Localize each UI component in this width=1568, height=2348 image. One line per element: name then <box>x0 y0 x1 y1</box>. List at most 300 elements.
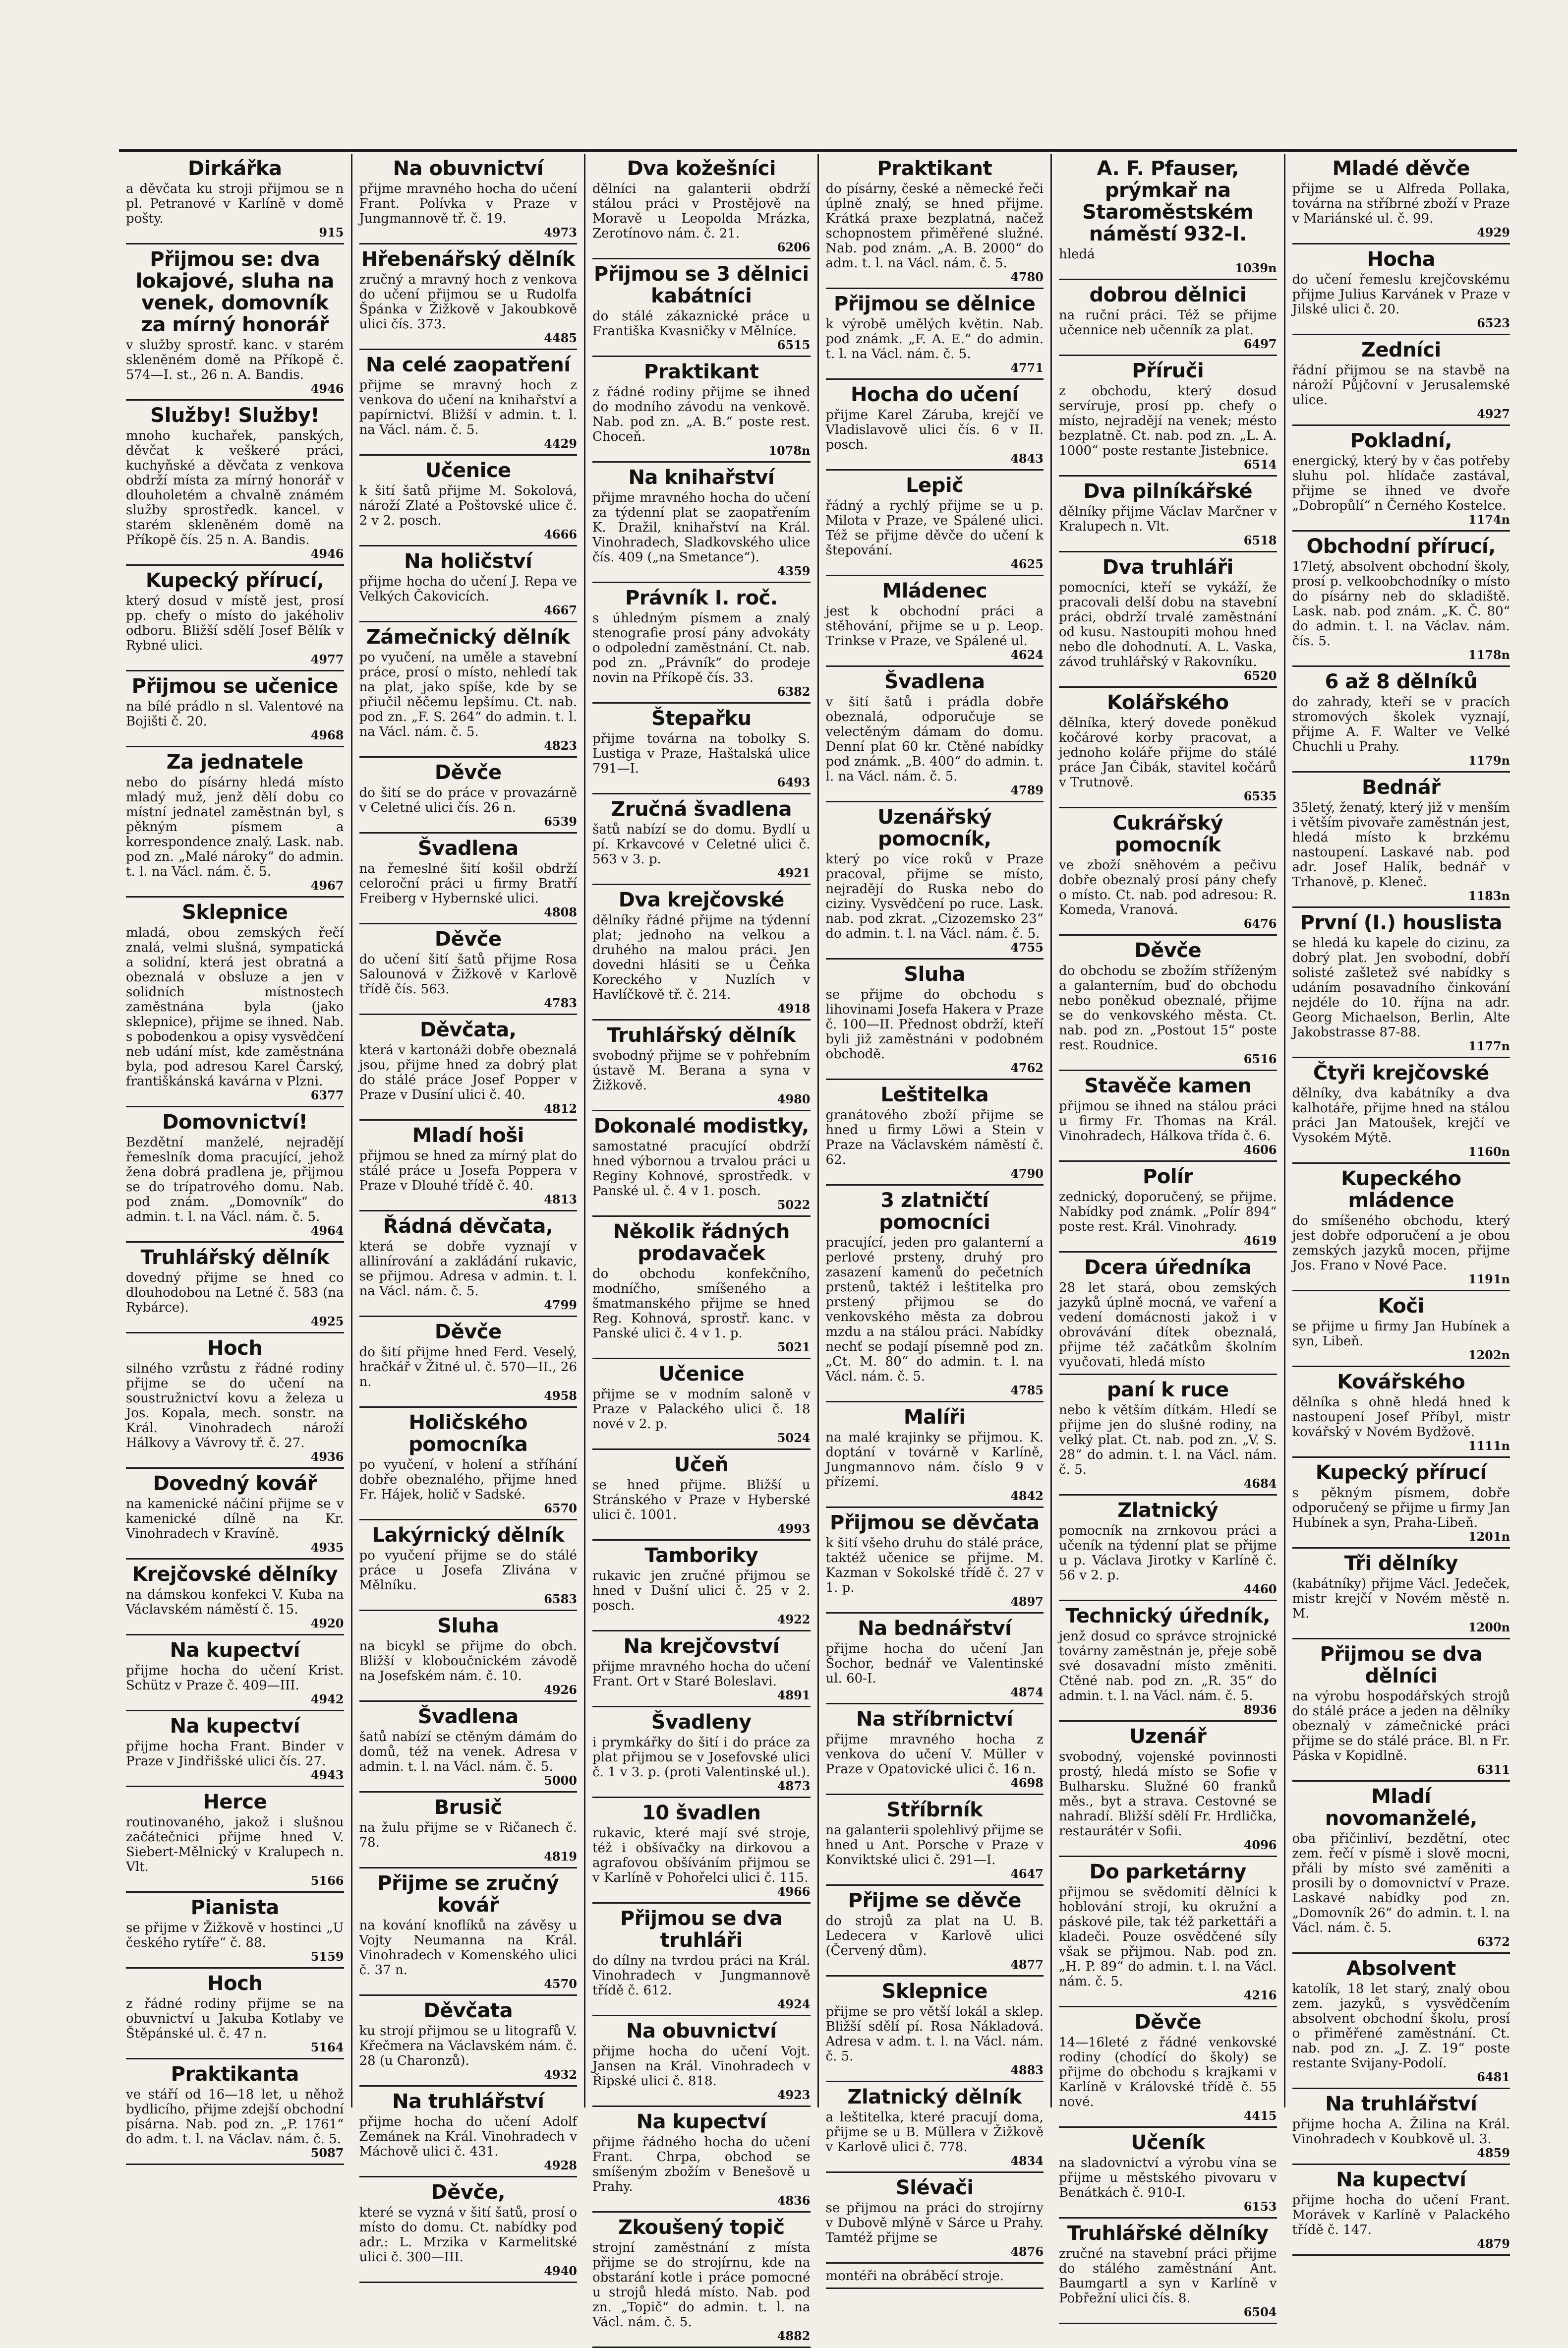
ad-body: dělníky přijme Václav Marčner v Kralupech n. Vlt. <box>1059 504 1277 534</box>
ad-heading: Mládenec <box>882 580 987 602</box>
classified-ad <box>1292 908 1510 1058</box>
ad-number: 4943 <box>310 1768 344 1782</box>
ad-body: do učení šití šatů přijme Rosa Salounová v Žižkově v Karlově třídě čís. 563. <box>359 952 577 997</box>
ad-heading: 10 švadlen <box>642 1802 761 1824</box>
classified-ad <box>126 1787 344 1893</box>
ad-body: dovedný přijme se hned co dlouhodobou na Letné č. 583 (na Rybárce). <box>126 1270 344 1315</box>
ad-body: samostatné pracující obdrží hned výbornou a trvalou práci u Reginy Kohnové, sprostředk. v Panské ul. č. 4 v 1. posch. <box>592 1139 811 1199</box>
ad-number: 4780 <box>1010 270 1044 284</box>
ad-heading: Sklepnice <box>881 1980 987 2003</box>
ad-body: dělníka s ohně hledá hned k nastoupení Josef Příbyl, mistr kovářský v Novém Bydžově. <box>1292 1395 1510 1440</box>
ad-number: 4920 <box>310 1616 344 1630</box>
ad-heading: Čtyři krejčovské <box>1313 1062 1489 1084</box>
classified-ad <box>359 546 578 622</box>
ad-body: rukavic, které mají své stroje, též i obšívačky na dirkovou a agrafovou obšíváním přijmou se v Karlíně v Pohořelci ulici č. 115. <box>592 1826 811 1885</box>
ad-heading: Domovnictví! <box>162 1111 308 1134</box>
ad-number: 4619 <box>1243 1233 1277 1248</box>
ad-number: 4964 <box>310 1223 344 1238</box>
ad-body: řádní přijmou se na stavbě na nároží Půjčovní v Jerusalemské ulice. <box>1292 363 1510 408</box>
ad-heading: Učenice <box>658 1363 745 1385</box>
ad-number: 4980 <box>777 1092 811 1106</box>
ad-heading: Truhlářský dělník <box>140 1246 329 1269</box>
ad-number: 4993 <box>777 1521 811 1536</box>
ad-number: 4891 <box>777 1688 811 1702</box>
classified-ad <box>1059 1375 1277 1496</box>
classified-ad <box>359 1996 578 2087</box>
ad-number: 4684 <box>1243 1476 1277 1491</box>
classified-ad <box>592 1359 811 1450</box>
ad-number: 4923 <box>777 2088 811 2102</box>
ad-body: hledá <box>1059 247 1095 262</box>
ad-body: dělníky, dva kabátníky a dva kalhotáře, přijme hned na stálou práci Jan Matoušek, krejčí ve Vysokém Mýtě. <box>1292 1086 1510 1145</box>
ad-heading: Přijmou se dělnice <box>834 293 1036 315</box>
classified-ad <box>592 357 811 463</box>
ad-heading: Praktikanta <box>171 2063 299 2086</box>
classified-ad <box>592 1217 811 1359</box>
ad-heading: Na kupectví <box>1336 2168 1466 2191</box>
classified-ad <box>592 1541 811 1631</box>
ad-heading: Děvčata, <box>420 1019 517 1041</box>
classified-ad <box>592 2016 811 2107</box>
classified-ad <box>826 1795 1044 1886</box>
ad-body: přijme řádného hocha do učení Frant. Chrpa, obchod se smíšeným zbožím v Benešově u Prahy. <box>592 2135 811 2194</box>
ad-number: 1174n <box>1468 512 1510 527</box>
ad-heading: Na krejčovství <box>623 1635 780 1658</box>
classified-ad <box>826 289 1044 380</box>
ad-heading: Štepařku <box>651 707 752 730</box>
ad-body: na ruční práci. Též se přijme učennice neb učenník za plat. <box>1059 308 1277 338</box>
classified-ad <box>592 1707 811 1798</box>
ad-body: (kabátníky) přijme Václ. Jedeček, mistr krejčí v Novém městě n. M. <box>1292 1576 1510 1621</box>
ad-heading: Tamboriky <box>644 1544 758 1567</box>
ad-heading: Služby! Služby! <box>150 404 320 427</box>
ad-number: 4973 <box>544 225 577 240</box>
classified-ad <box>826 667 1044 802</box>
ad-number: 6583 <box>544 1592 577 1606</box>
ad-number: 6539 <box>544 814 577 829</box>
ad-heading: Hřebenářský dělník <box>361 248 575 271</box>
classified-ad <box>126 1469 344 1560</box>
ad-body: montéři na obráběcí stroje. <box>825 2269 1004 2284</box>
ad-number: 4698 <box>1010 1776 1044 1790</box>
classified-ad <box>592 259 811 357</box>
classified-ad <box>826 1508 1044 1614</box>
ad-number: 4667 <box>544 603 577 617</box>
ad-heading: Dirkářka <box>187 157 282 180</box>
ad-heading: Švadleny <box>651 1711 752 1734</box>
ad-number: 4925 <box>310 1314 344 1328</box>
classified-ad <box>1292 1058 1510 1164</box>
ad-number: 1039n <box>1235 261 1277 275</box>
ad-body: s pěkným písmem, dobře odporučený se přijme u firmy Jan Hubínek a syn, Praha-Libeň. <box>1292 1486 1510 1530</box>
ad-body: z řádné rodiny přijme se na obuvnictví u Jakuba Kotlaby ve Štěpánské ul. č. 47 n. <box>126 1996 344 2041</box>
ad-number: 4666 <box>544 527 577 542</box>
ad-body: s úhledným písmem a znalý stenografie prosí pány advokáty o odpolední zaměstnání. Ct. nab. pod zn. „Právník“ do prodeje novin na Příkopě čís. 33. <box>592 611 811 685</box>
ad-heading: Přijme se děvče <box>848 1889 1021 1912</box>
ad-number: 4762 <box>1010 1061 1044 1075</box>
ad-heading: Na truhlářství <box>392 2090 544 2113</box>
classified-ad <box>592 794 811 885</box>
ad-body: routinovaného, jakož i slušnou začátečnici přijme hned V. Siebert-Mělnický v Kralupech n. Vlt. <box>126 1815 344 1874</box>
classified-ad <box>592 704 811 794</box>
ad-body: na bicykl se přijme do obch. Bližší v kloboučnickém závodě na Josefském nám. č. 10. <box>359 1639 577 1684</box>
classified-ad <box>1059 2219 1277 2324</box>
classified-ad <box>1292 1164 1510 1291</box>
classified-ad <box>826 1614 1044 1704</box>
ad-body: svobodný přijme se v pohřebním ústavě M. Berana a syna v Žižkově. <box>592 1048 811 1093</box>
classified-ad <box>126 566 344 671</box>
column-2 <box>351 154 584 2278</box>
ad-heading: Na knihařství <box>628 466 775 489</box>
ad-body: na výrobu hospodářských strojů do stálé práce a jeden na dělníky obeznalý v zámečnické práci přijme se do stálé práce. Bl. n Fr. Páska v Kopidlně. <box>1292 1689 1510 1763</box>
ad-number: 6493 <box>777 775 811 789</box>
classified-ad <box>126 1969 344 2059</box>
ad-heading: Kupeckého mládence <box>1341 1167 1461 1212</box>
ad-body: jest k obchodní práci a stěhování, přijme se u p. Leop. Trinkse v Praze, ve Spálené ul. <box>825 604 1044 649</box>
ad-body: svobodný, vojenské povinnosti prostý, hledá místo se Sofie v Bulharsku. Služné 60 franků měs., byt a strava. Cestovné se nahradí. Bližší sdělí Fr. Hrdlička, restaurátér v Sofii. <box>1059 1749 1277 1839</box>
ad-body: strojní zaměstnání z místa přijme se do strojírnu, kde na obstarání kotle i práce pomocné u strojů hledá místo. Nab. pod zn. „Topič“ do admin. t. l. na Václ. nám. č. 5. <box>592 2240 811 2330</box>
ad-heading: Přijmou se učenice <box>131 675 338 698</box>
ad-heading: Polír <box>1143 1165 1193 1188</box>
ad-body: jenž dosud co správce strojnické továrny zaměstnán je, přeje sobě své dosavadní místo změniti. Ctěné nab. pod zn. „R. 35“ do admin. t. l. na Václ. nám. č. 5. <box>1059 1629 1277 1703</box>
ad-body: v šití šatů i prádla dobře obeznalá, odporučuje se velectěným dámam do domu. Denní plat 60 kr. Ctěné nabídky pod známk. „B. 400“ do admin. t. l. na Václ. nám. č. 5. <box>825 695 1044 784</box>
ad-number: 4606 <box>1243 1143 1277 1157</box>
classified-ad <box>1292 773 1510 908</box>
ad-heading: Mladé děvče <box>1332 157 1470 180</box>
ad-body: na sladovnictví a výrobu vína se přijme u městského pivovaru v Benátkách č. 910-I. <box>1059 2156 1277 2200</box>
classified-ad <box>1059 1162 1277 1253</box>
ad-number: 4968 <box>310 728 344 742</box>
ad-heading: Stavěče kamen <box>1084 1075 1252 1097</box>
ad-number: 4783 <box>544 996 577 1010</box>
ad-heading: Zlatnický dělník <box>847 2086 1022 2108</box>
ad-body: do stálé zákaznické práce u Františka Kvasničky v Mělníce. <box>592 309 811 339</box>
ad-heading: Několik řádných prodavaček <box>613 1220 790 1265</box>
ad-number: 6382 <box>777 684 811 699</box>
ad-heading: Přijmou se děvčata <box>829 1511 1040 1534</box>
ad-number: 4789 <box>1010 783 1044 797</box>
classified-ad <box>126 1107 344 1243</box>
classified-ad <box>126 747 344 898</box>
ad-heading: A. F. Pfauser, prýmkař na Staroměstském náměstí 932-I. <box>1082 157 1254 245</box>
column-6 <box>1284 154 1517 2251</box>
ad-number: 5164 <box>310 2040 344 2054</box>
classified-ad <box>592 583 811 704</box>
ad-number: 4460 <box>1243 1582 1277 1596</box>
ad-body: mnoho kuchařek, panských, děvčat k veškeré práci, kuchyňské a děvčata z venkova obdrží místa za mírný honorář v dlouholetém a chvalně známém služby sprostředk. kancel. v starém skleněném domě na Příkopě čís. 25 n. A. Bandis. <box>126 428 344 547</box>
ad-body: dělníka, který dovede poněkud kočárové korby pracovat, a jednoho koláře přijme do stálé práce Jan Čibák, stavitel kočárů v Trutnově. <box>1059 716 1277 790</box>
classified-ad <box>1292 1367 1510 1458</box>
ad-number: 4967 <box>310 878 344 893</box>
classified-ad <box>592 1904 811 2016</box>
ad-body: v služby sprostř. kanc. v starém skleněném domě na Příkopě č. 574—I. st., 26 n. A. Bandis. <box>126 338 344 382</box>
ad-heading: Na stříbrnictví <box>856 1708 1013 1731</box>
ad-body: energický, který by v čas potřeby sluhu pol. hlídače zastával, přijme se ihned ve dvoře „Dobropůlí“ n Černého Kostelce. <box>1292 454 1510 513</box>
ad-number: 4859 <box>1477 2146 1510 2160</box>
ad-body: se hned přijme. Bližší u Stránského v Praze v Hyberské ulici č. 1001. <box>592 1478 811 1522</box>
ad-heading: Uzenář <box>1129 1725 1207 1748</box>
ad-heading: Bednář <box>1362 776 1441 799</box>
ad-number: 5000 <box>544 1773 577 1788</box>
ad-heading: Kovářského <box>1337 1371 1465 1393</box>
ad-number: 4415 <box>1243 2108 1277 2123</box>
ad-number: 4790 <box>1010 1166 1044 1181</box>
classified-ad <box>1292 1639 1510 1782</box>
ad-body: Bezdětní manželé, nejradějí řemeslník doma pracující, jehož žena dobrá pradlena je, přijmou se do trípatrového domu. Nab. pod znám. „Domovník“ do admin. t. l. na Václ. nám. č. 5. <box>126 1135 344 1224</box>
classified-ad <box>126 1711 344 1787</box>
ad-body: do šití se do práce v provazárně v Celetné ulici čís. 26 n. <box>359 785 577 815</box>
ad-number: 1177n <box>1468 1039 1510 1053</box>
ad-heading: Dva pilníkářské <box>1083 480 1253 503</box>
ad-heading: Na celé zaopatření <box>365 354 571 376</box>
top-rule <box>119 149 1517 152</box>
ad-number: 4843 <box>1010 451 1044 466</box>
ad-heading: Dcera úředníka <box>1084 1256 1252 1279</box>
classified-ad <box>126 401 344 566</box>
ad-number: 4883 <box>1010 2063 1044 2077</box>
ad-heading: paní k ruce <box>1106 1379 1229 1401</box>
ad-body: přijme hocha A. Žilina na Král. Vinohradech v Koubkově ul. 3. <box>1292 2117 1510 2147</box>
classified-ad <box>126 1635 344 1711</box>
classified-ad <box>359 244 578 350</box>
ad-body: do obchodu se zbožím stříženým a galanterním, buď do obchodu nebo poněkud obeznalé, přijme se do venkovského města. Ct. nab. pod zn. „Postout 15“ poste rest. Roudnice. <box>1059 963 1277 1053</box>
ad-heading: První (I.) houslista <box>1300 911 1502 934</box>
ad-body: ku strojí přijmou se u litografů V. Křečmera na Václavském nám. č. 28 (u Charonzů). <box>359 2024 577 2068</box>
ad-number: 4977 <box>310 652 344 666</box>
ad-body: mladá, obou zemských řečí znalá, velmi slušná, sympatická a solidní, která jest obratná a obeznalá v obsluze a jen v solidních místnostech zaměstnána byla (jako sklepnice), přijme se ihned. Nab. s pobodenkou a opisy vysvědčení neb udání míst, kde zaměstnána byla, pod adresou Karel Čarský, františkánská kavárna v Plzni. <box>126 925 344 1089</box>
ad-body: do smíšeného obchodu, který jest dobře odporučení a je obou zemských jazyků mocen, přijme Jos. Frano v Nové Pace. <box>1292 1213 1510 1273</box>
ad-heading: Dokonalé modistky, <box>593 1115 809 1138</box>
classified-ad <box>826 2082 1044 2173</box>
ad-number: 4946 <box>310 381 344 396</box>
ad-body: přijme továrna na tobolky S. Lustiga v Praze, Haštalská ulice 791—I. <box>592 731 811 776</box>
classified-ad <box>1059 688 1277 808</box>
ad-heading: Mladí hoši <box>412 1124 524 1147</box>
ad-heading: Švadlena <box>417 837 519 860</box>
ad-body: oba přičinliví, bezdětní, otec zem. řečí v písmě i slově mocni, přáli by místo své zaměniti a prosili by o domovnictví v Praze. Laskavé nabídky pod zn. „Domovník 26“ do admin. t. l. na Václ. nám. č. 5. <box>1292 1831 1510 1935</box>
ad-body: k výrobě umělých květin. Nab. pod známk. „F. A. E.“ do admin. t. l. na Václ. nám. č. 5. <box>825 317 1044 361</box>
ad-number: 1178n <box>1468 648 1510 662</box>
ad-number: 4823 <box>544 738 577 753</box>
ad-number: 5087 <box>310 2146 344 2160</box>
ad-body: na dámskou konfekci V. Kuba na Václavském náměstí č. 15. <box>126 1587 344 1617</box>
classified-ad <box>1292 426 1510 532</box>
classified-ad <box>359 1611 578 1702</box>
ad-body: přijme Karel Záruba, krejčí ve Vladislavově ulici čís. 6 v II. posch. <box>825 408 1044 452</box>
ad-body: do učení řemeslu krejčovskému přijme Julius Karvánek v Praze v Jilské ulici č. 20. <box>1292 272 1510 317</box>
ad-body: přijme mravného hocha do učení Frant. Polívka v Praze v Jungmannově tř. č. 19. <box>359 181 577 226</box>
ad-number: 6518 <box>1243 533 1277 547</box>
classified-ad <box>592 463 811 583</box>
ad-heading: Kupecký přírucí <box>1315 1461 1487 1484</box>
ad-number: 4926 <box>544 1683 577 1697</box>
classified-ad <box>826 1080 1044 1186</box>
ad-body: na malé krajinky se přijmou. K. doptání v továrně v Karlíně, Jungmannovo nám. číslo 9 v přízemí. <box>825 1430 1044 1490</box>
ad-number: 4819 <box>544 1849 577 1864</box>
classified-ad <box>359 1408 578 1520</box>
ad-body: přijme se v modním saloně v Praze v Palackého ulici č. 18 nové v 2. p. <box>592 1387 811 1432</box>
classified-ad <box>826 802 1044 960</box>
ad-number: 6523 <box>1477 316 1510 330</box>
classified-ad <box>359 1520 578 1611</box>
classified-ad <box>359 1702 578 1793</box>
ad-heading: Přijmou se dva truhláři <box>620 1907 783 1952</box>
classified-ad <box>359 1793 578 1868</box>
classified-ad <box>826 576 1044 667</box>
ad-heading: Na kupectví <box>636 2110 766 2133</box>
classified-ad <box>1059 477 1277 552</box>
ad-body: přijme se u Alfreda Pollaka, továrna na stříbrné zboží v Praze v Mariánské ul. č. 99. <box>1292 181 1510 226</box>
ad-number: 4877 <box>1010 1957 1044 1972</box>
ad-number: 4096 <box>1243 1838 1277 1852</box>
ad-body: se hledá ku kapele do cizinu, za dobrý plat. Jen svobodní, dobří solisté zašletež své nabídky s udáním posavadního činkování nejdéle do 10. října na adr. Georg Michaelson, Berlin, Alte Jakobstrasse 87-88. <box>1292 936 1510 1040</box>
ad-number: 1202n <box>1468 1348 1510 1362</box>
column-4 <box>817 154 1051 2284</box>
ad-heading: Dovedný kovář <box>153 1472 317 1495</box>
ad-heading: Zlatnický <box>1117 1499 1219 1522</box>
ad-body: řádný a rychlý přijme se u p. Milota v Praze, ve Spálené ulici. Též se přijme děvče do učení k štepování. <box>825 498 1044 558</box>
ad-body: která se dobře vyznají v allinírování a zakládání rukavic, se přijmou. Adresa v admin. t. l. na Václ. nám. č. 5. <box>359 1239 577 1299</box>
ad-body: přijme hocha Frant. Binder v Praze v Jindřišské ulici čís. 27. <box>126 1739 344 1769</box>
ad-number: 6520 <box>1243 668 1277 683</box>
ad-number: 6504 <box>1243 2305 1277 2319</box>
ad-body: k šití šatů přijme M. Sokolová, nároží Zlaté a Poštovské ulice č. 2 v 2. posch. <box>359 483 577 528</box>
ad-heading: Cukrářský pomocník <box>1112 812 1223 856</box>
classified-ad <box>359 1121 578 1211</box>
ad-number: 4935 <box>310 1540 344 1555</box>
ad-body: do zahrady, kteří se v pracích stromových školek vyznají, přijme A. F. Walter ve Velké Chuchli u Prahy. <box>1292 695 1510 754</box>
ad-heading: Na kupectví <box>170 1715 300 1738</box>
classified-ad <box>1292 667 1510 773</box>
classified-ad <box>359 1317 578 1408</box>
ad-heading: Na truhlářství <box>1325 2093 1477 2115</box>
classified-ad <box>359 1015 578 1121</box>
ad-body: 35letý, ženatý, který již v menším i větším pivovaře zaměstnán jest, hledá místo k brzkému nastoupení. Laskavé nab. pod adr. Josef Halík, bednář v Trhanově, p. Kleneč. <box>1292 800 1510 890</box>
ad-number: 4876 <box>1010 2244 1044 2259</box>
ad-heading: Děvče <box>1134 939 1202 962</box>
column-3 <box>584 154 817 2343</box>
classified-ad <box>1059 2007 1277 2128</box>
ad-heading: Přijme se zručný kovář <box>377 1872 559 1917</box>
ad-body: přijme mravného hocha z venkova do učení V. Müller v Praze v Opatovické ulici č. 16 n. <box>825 1732 1044 1777</box>
ad-heading: Řádná děvčata, <box>383 1215 553 1238</box>
ad-body: z řádné rodiny přijme se ihned do modního závodu na venkově. Nab. pod zn. „A. B.“ poste rest. Choceň. <box>592 385 811 444</box>
ad-number: 4928 <box>544 2158 577 2172</box>
ad-heading: Přijmou se 3 dělnici kabátníci <box>593 263 809 307</box>
ad-body: 17letý, absolvent obchodní školy, prosí p. velkoobchodníky o místo do písárny neb do skladiště. Lask. nab. pod znám. „K. Č. 80“ do admin. t. l. na Václav. nám. čís. 5. <box>1292 559 1510 649</box>
ad-number: 4834 <box>1010 2154 1044 2168</box>
classified-ad <box>1059 154 1277 280</box>
ad-heading: 3 zlatničtí pomocníci <box>879 1189 990 1234</box>
ad-number: 4812 <box>544 1101 577 1116</box>
ad-body: katolík, 18 let starý, znalý obou zem. jazyků, s vysvědčením absolvent obchodní školu, prosí o přiměřené zaměstnání. Ct. nab. pod zn. „J. Z. 19“ poste restante Svijany-Podolí. <box>1292 1982 1510 2071</box>
classified-ad <box>1292 1782 1510 1954</box>
classified-ad <box>1059 1253 1277 1375</box>
ad-number: 1111n <box>1468 1439 1510 1453</box>
ad-heading: Technický úředník, <box>1065 1605 1271 1627</box>
ad-heading: Hocha <box>1367 248 1436 271</box>
ad-body: zručné na stavební práci přijme do stálého zaměstnání Ant. Baumgartl a syn v Karlíně v Pobřežní ulici čís. 8. <box>1059 2246 1277 2306</box>
ad-number: 4940 <box>544 2264 577 2278</box>
classified-ad <box>1059 2128 1277 2219</box>
ad-body: rukavic jen zručné přijmou se hned v Dušní ulici č. 25 v 2. posch. <box>592 1568 811 1613</box>
ad-heading: Kupecký přírucí, <box>145 569 324 592</box>
ad-heading: Slévači <box>895 2176 974 2199</box>
ad-body: po vyučení přijme se do stálé práce u Josefa Zlivána v Mělníku. <box>359 1548 577 1593</box>
ad-number: 6206 <box>777 240 811 254</box>
classified-ad <box>592 1798 811 1904</box>
classified-ad <box>359 2087 578 2177</box>
ad-number: 4927 <box>1477 407 1510 421</box>
ad-heading: Praktikant <box>877 157 992 180</box>
ad-heading: Hocha do učení <box>850 383 1019 406</box>
ad-heading: Za jednatele <box>166 751 303 774</box>
ad-heading: Krejčovské dělníky <box>132 1563 338 1586</box>
classified-ad <box>126 1893 344 1969</box>
classified-ad <box>359 154 578 244</box>
classified-ad <box>826 1886 1044 1977</box>
ad-number: 4755 <box>1010 940 1044 955</box>
ad-heading: Leštitelka <box>880 1084 989 1106</box>
ad-number: 1191n <box>1468 1272 1510 1286</box>
ad-heading: Děvčata <box>423 1999 513 2022</box>
ad-number: 4897 <box>1010 1594 1044 1609</box>
ad-number: 4216 <box>1243 1988 1277 2002</box>
ad-number: 4946 <box>310 546 344 561</box>
ad-heading: Děvče <box>1134 2011 1202 2034</box>
ad-number: 4771 <box>1010 361 1044 375</box>
classified-ad <box>359 350 578 456</box>
ad-body: která v kartonáži dobře obeznalá jsou, přijme hned za dobrý plat do stálé práce Josef Popper v Praze v Dusíní ulici č. 40. <box>359 1043 577 1102</box>
classified-ad <box>1292 1291 1510 1367</box>
classified-ad <box>1292 2165 1510 2256</box>
ad-body: šatů nabízí se do domu. Bydlí u pí. Krkavcové v Celetné ulici č. 563 v 3. p. <box>592 822 811 867</box>
ad-body: do písárny, české a německé řeči úplně znalý, se hned přijme. Krátká praxe bezplatná, načež schopnostem přiměřené služné. Nab. pod znám. „A. B. 2000“ do adm. t. l. na Václ. nám. č. 5. <box>825 181 1044 271</box>
classified-ad <box>126 2059 344 2165</box>
classified-ad <box>592 885 811 1021</box>
ad-number: 4842 <box>1010 1489 1044 1503</box>
ad-number: 4836 <box>777 2193 811 2208</box>
ad-number: 4429 <box>544 436 577 451</box>
ad-body: přijme se pro větší lokál a sklep. Bližší sdělí pí. Rosa Nákladová. Adresa v adm. t. l. na Václ. nám. č. 5. <box>825 2004 1044 2064</box>
ad-heading: Brusič <box>434 1796 502 1819</box>
ad-heading: Na bednářství <box>858 1617 1012 1640</box>
ad-heading: Učenice <box>425 459 511 482</box>
ad-number: 4799 <box>544 1298 577 1312</box>
classified-ad <box>826 1186 1044 1402</box>
classified-ad <box>826 154 1044 289</box>
ad-heading: Hoch <box>207 1972 263 1995</box>
ad-body: dělníci na galanterii obdrží stálou práci v Prostějově na Moravě u Leopolda Mrázka, Zerotínovo nám. č. 21. <box>592 181 811 241</box>
ad-number: 1160n <box>1468 1144 1510 1159</box>
classified-ad <box>826 1402 1044 1508</box>
ad-heading: Učeník <box>1131 2131 1205 2154</box>
ad-number: 6516 <box>1243 1052 1277 1066</box>
ad-body: na kování knoflíků na závěsy u Vojty Neumanna na Král. Vinohradech v Komenského ulici č. 37 n. <box>359 1918 577 1978</box>
ad-number: 4921 <box>777 866 811 880</box>
ad-body: šatů nabízí se ctěným dámám do domů, též na venek. Adresa v admin. t. l. na Václ. nám. č. 5. <box>359 1730 577 1774</box>
ad-heading: Koči <box>1378 1295 1424 1318</box>
classified-ad <box>592 2213 811 2348</box>
classified-ad <box>1059 936 1277 1071</box>
ad-body: a leštitelka, které pracují doma, přijme se u B. Müllera v Žižkově v Karlově ulici č. 778. <box>825 2110 1044 2155</box>
ad-number: 4808 <box>544 905 577 919</box>
ad-heading: Dva kožešníci <box>627 157 776 180</box>
ad-heading: Přijmou se: dva lokajové, sluha na venek, domovník za mírný honorář <box>135 248 334 336</box>
ad-heading: Malíři <box>903 1406 966 1429</box>
ad-heading: Pokladní, <box>1350 429 1452 452</box>
ad-body: přijme hocha do učení Vojt. Jansen na Král. Vinohradech v Řipské ulici č. 818. <box>592 2044 811 2089</box>
